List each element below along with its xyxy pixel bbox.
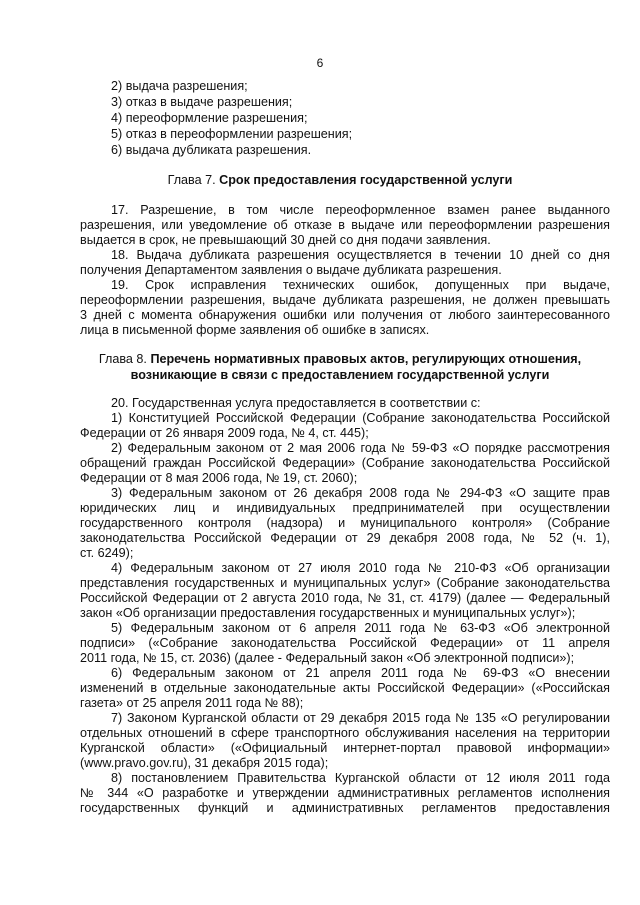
paragraph-line: Федерации от 26 января 2009 года, № 4, ст. 445); [80, 426, 369, 440]
chapter-7-prefix: Глава 7. [167, 173, 216, 187]
paragraph-line: изменений в отдельные законодательные акты Российской Федерации» («Российская [80, 681, 610, 695]
paragraph-line: разрешения, или уведомление об отказе в выдаче или переоформлении разрешения [80, 218, 610, 232]
list-item: 2) выдача разрешения; [111, 79, 248, 93]
paragraph-line: представления государственных и муниципальных услуг» (Собрание законодательства [80, 576, 610, 590]
paragraph-line: 6) Федеральным законом от 21 апреля 2011 года № 69-ФЗ «О внесении [111, 666, 610, 680]
chapter-8-title-line2: возникающие в связи с предоставлением государственной услуги [130, 368, 550, 382]
paragraph-line: (www.pravo.gov.ru), 31 декабря 2015 года); [80, 756, 329, 770]
list-item: 3) отказ в выдаче разрешения; [111, 95, 293, 109]
paragraph-line: 8) постановлением Правительства Курганской области от 12 июля 2011 года [111, 771, 610, 785]
paragraph-line: государственного контроля (надзора) и муниципального контроля» (Собрание [80, 516, 610, 530]
paragraph-line: подписи» («Собрание законодательства Российской Федерации» от 11 апреля [80, 636, 610, 650]
paragraph-line: 20. Государственная услуга предоставляется в соответствии с: [111, 396, 481, 410]
paragraph-line: лица в письменной форме заявления об ошибке в записях. [80, 323, 430, 337]
paragraph-line: Курганской области» («Официальный интернет-портал правовой информации» [80, 741, 610, 755]
paragraph-line: отдельных отношений в сфере транспортного обслуживания населения на территории [80, 726, 610, 740]
paragraph-line: законодательства Российской Федерации от 29 декабря 2008 года, № 52 (ч. 1), [80, 531, 610, 545]
paragraph-line: 4) Федеральным законом от 27 июля 2010 года № 210-ФЗ «Об организации [111, 561, 610, 575]
paragraph-line: 2) Федеральным законом от 2 мая 2006 года № 59-ФЗ «О порядке рассмотрения [111, 441, 610, 455]
paragraph-line: газета» от 25 апреля 2011 года № 88); [80, 696, 304, 710]
chapter-7-title: Срок предоставления государственной услуги [219, 173, 513, 187]
page-number: 6 [316, 56, 324, 70]
paragraph-line: ст. 6249); [80, 546, 134, 560]
paragraph-line: 19. Срок исправления технических ошибок, допущенных при выдаче, [111, 278, 610, 292]
paragraph-line: выдается в срок, не превышающий 30 дней со дня подачи заявления. [80, 233, 491, 247]
paragraph-line: Российской Федерации от 2 августа 2010 года, № 31, ст. 4179) (далее — Федеральный [80, 591, 610, 605]
paragraph-line: 7) Законом Курганской области от 29 декабря 2015 года № 135 «О регулировании [111, 711, 610, 725]
paragraph-line: 17. Разрешение, в том числе переоформленное взамен ранее выданного [111, 203, 610, 217]
paragraph-line: Федерации от 8 мая 2006 года, № 19, ст. 2060); [80, 471, 358, 485]
list-item: 4) переоформление разрешения; [111, 111, 308, 125]
list-item: 6) выдача дубликата разрешения. [111, 143, 312, 157]
paragraph-line: 5) Федеральным законом от 6 апреля 2011 года № 63-ФЗ «Об электронной [111, 621, 610, 635]
paragraph-line: № 344 «О разработке и утверждении административных регламентов исполнения [80, 786, 610, 800]
chapter-7-heading [60, 172, 620, 188]
list-item: 5) отказ в переоформлении разрешения; [111, 127, 353, 141]
paragraph-line: обращений граждан Российской Федерации» (Собрание законодательства Российской [80, 456, 610, 470]
paragraph-line: переоформлении разрешения, выдаче дубликата разрешения, не должен превышать [80, 293, 610, 307]
paragraph-line: закон «Об организации предоставления государственных и муниципальных услуг»); [80, 606, 576, 620]
paragraph-line: 2011 года, № 15, ст. 2036) (далее - Федеральный закон «Об электронной подписи»); [80, 651, 575, 665]
paragraph-line: 18. Выдача дубликата разрешения осуществляется в течении 10 дней со дня [111, 248, 610, 262]
paragraph-line: 3) Федеральным законом от 26 декабря 2008 года № 294-ФЗ «О защите прав [111, 486, 610, 500]
paragraph-line: получения Департаментом заявления о выдаче дубликата разрешения. [80, 263, 502, 277]
chapter-8-heading-line2 [60, 367, 620, 383]
paragraph-line: 3 дней с момента обнаружения ошибки или получения от любого заинтересованного [80, 308, 610, 322]
chapter-8-heading [60, 351, 620, 367]
chapter-8-prefix: Глава 8. [98, 352, 147, 366]
chapter-8-title-line1: Перечень нормативных правовых актов, регулирующих отношения, [150, 352, 582, 366]
paragraph-line: 1) Конституцией Российской Федерации (Собрание законодательства Российской [111, 411, 610, 425]
paragraph-line: юридических лиц и индивидуальных предпринимателей при осуществлении [80, 501, 610, 515]
paragraph-line: государственных функций и административных регламентов предоставления [80, 801, 610, 815]
